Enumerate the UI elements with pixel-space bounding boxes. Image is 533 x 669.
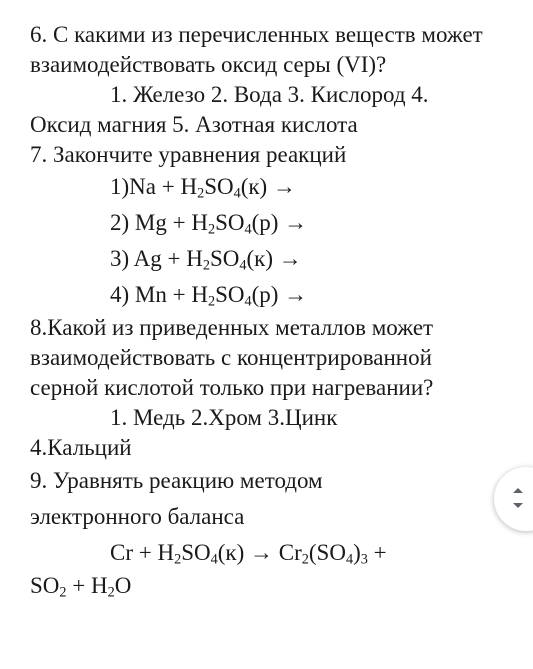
up-down-chevrons-icon bbox=[511, 483, 525, 513]
question-6: 6. С какими из перечисленных веществ может взаимодействовать оксид серы (VI)? bbox=[30, 22, 483, 77]
equation-4: 4) $Mn + H_2SO_4(р)$ → bbox=[110, 282, 308, 311]
question-7: 7. Закончите уравнения реакций bbox=[30, 141, 347, 167]
equation-2: 2) $Mg + H_2SO_4(р)$ → bbox=[110, 210, 308, 239]
question-8-options-line1: 1. Медь 2.Хром 3.Цинк bbox=[110, 405, 338, 431]
equation-1: $1)Na + H_2SO_4(к)$ → bbox=[110, 174, 296, 203]
question-9-equation-continued: $SO_2 + H_2O$ bbox=[30, 572, 132, 601]
question-6-options-line1: 1. Железо 2. Вода 3. Кислород 4. bbox=[110, 81, 429, 107]
equation-3: 3) $Ag + H_2SO_4(к)$ → bbox=[110, 246, 302, 275]
question-9-equation: $Cr + H_2SO_4(к) \to Cr_2(SO_4)_3$ + bbox=[110, 539, 387, 568]
question-6-options-line2: Оксид магния 5. Азотная кислота bbox=[30, 111, 358, 137]
scroll-toggle-button[interactable] bbox=[494, 467, 533, 531]
question-9-line1: 9. Уравнять реакцию методом bbox=[30, 467, 323, 493]
equation-list bbox=[30, 169, 490, 313]
document-body bbox=[30, 20, 490, 601]
question-9-line2: электронного баланса bbox=[30, 503, 245, 529]
question-8: 8.Какой из приведенных металлов может взаимодействовать с концентрированной серной кислотой только при нагревании? bbox=[30, 315, 434, 401]
question-8-options-line2: 4.Кальций bbox=[30, 435, 132, 461]
